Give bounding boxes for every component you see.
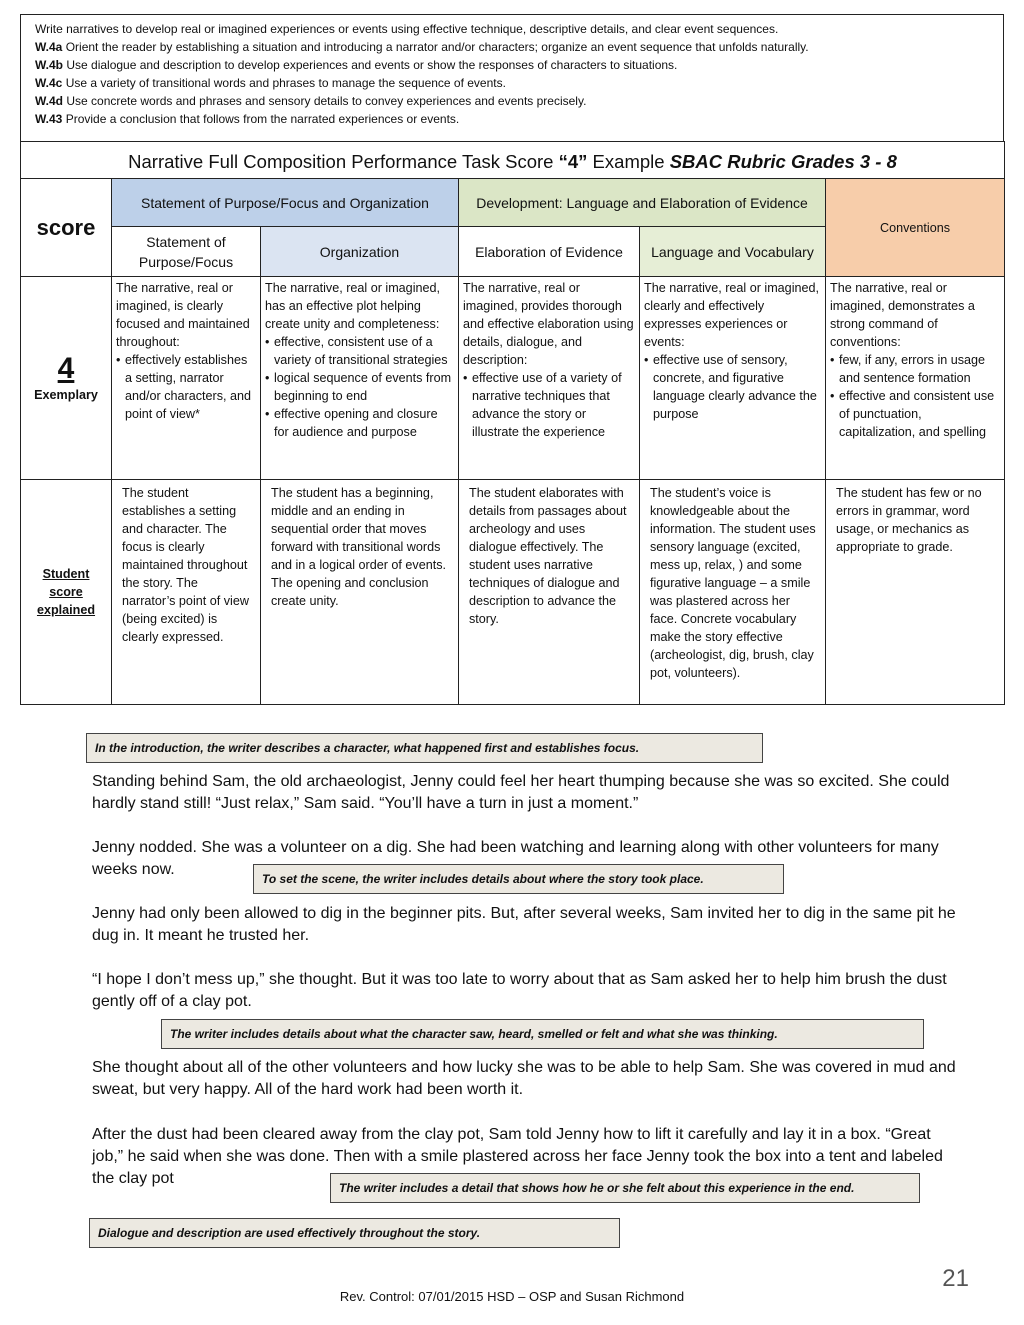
explained-organization: The student has a beginning, middle and an ending in sequential order that moves forward with transitional words and in a logical order of events. The opening and conclusion create unity. [261, 480, 459, 705]
language-subheader: Language and Vocabulary [640, 227, 826, 277]
bullet-list [644, 351, 822, 423]
story-paragraph: Jenny had only been allowed to dig in the beginner pits. But, after several weeks, Sam invited her to dig in the same pit he dug in. It meant he trusted her. [92, 905, 956, 944]
bullet-list [830, 351, 1001, 441]
score-4-cell [21, 277, 112, 480]
standard-item: W.4d Use concrete words and phrases and sensory details to convey experiences and events precisely. [35, 94, 587, 108]
elaboration-subheader: Elaboration of Evidence [459, 227, 640, 277]
callout-setting: To set the scene, the writer includes details about where the story took place. [253, 864, 784, 894]
list-item: • effective and consistent use of punctuation, capitalization, and spelling [830, 387, 1001, 441]
standards-intro: Write narratives to develop real or imagined experiences or events using effective technique, descriptive details, and clear event sequences. [35, 22, 779, 36]
rubric-title: Narrative Full Composition Performance Task Score “4” Example SBAC Rubric Grades 3 - 8 [21, 142, 1005, 179]
page-number: 21 [942, 1265, 969, 1292]
student-score-explained-label: Student score explained [21, 480, 112, 705]
story-paragraph: Standing behind Sam, the old archaeologist, Jenny could feel her heart thumping because she was so excited. She could hardly stand still! “Just relax,” Sam said. “You’ll have a turn in just a moment.” [92, 773, 950, 812]
score-value: 4 [57, 352, 75, 385]
standards-box [20, 14, 1004, 141]
list-item: • effective opening and closure for audience and purpose [265, 405, 455, 441]
bullet-list [116, 351, 257, 423]
callout-senses: The writer includes details about what the character saw, heard, smelled or felt and what she was thinking. [161, 1019, 924, 1049]
criteria-purpose: The narrative, real or imagined, is clearly focused and maintained throughout: • effectively establishes a setting, narrator and/or characters, and point of view* [112, 277, 261, 480]
purpose-organization-header: Statement of Purpose/Focus and Organization [112, 179, 459, 227]
score-label: Exemplary [34, 388, 98, 402]
rubric-table [20, 141, 1005, 705]
bullet-list [265, 333, 455, 441]
list-item: • effectively establishes a setting, narrator and/or characters, and point of view* [116, 351, 257, 423]
story-paragraph: Jenny nodded. She was a volunteer on a dig. She had been watching and learning along with other volunteers for many weeks now. [92, 839, 939, 878]
criteria-conventions: The narrative, real or imagined, demonstrates a strong command of conventions: • few, if any, errors in usage and sentence formation • effective and consistent use of punctuation, capitalization, and spelling [826, 277, 1005, 480]
callout-dialogue: Dialogue and description are used effectively throughout the story. [89, 1218, 620, 1248]
standard-item: W.4a Orient the reader by establishing a situation and introducing a narrator and/or characters; organize an event sequence that unfolds naturally. [35, 40, 809, 54]
callout-introduction: In the introduction, the writer describes a character, what happened first and establishes focus. [86, 733, 763, 763]
criteria-organization: The narrative, real or imagined, has an effective plot helping create unity and completeness: • effective, consistent use of a variety of transitional strategies • logical sequence of events from beginning to end • effective opening and closure for audience and purpose [261, 277, 459, 480]
organization-subheader: Organization [261, 227, 459, 277]
story-paragraph: “I hope I don’t mess up,” she thought. But it was too late to worry about that as Sam asked her to help him brush the dust gently off of a clay pot. [92, 971, 947, 1010]
story-paragraph: After the dust had been cleared away from the clay pot, Sam told Jenny how to lift it carefully and lay it in a box. “Great job,” he said when she was done. Then with a smile plastered across her face Jenny took the box into a tent and labeled the clay pot [92, 1126, 943, 1187]
explained-language: The student’s voice is knowledgeable about the information. The student uses sensory language (excited, mess up, relax, ) and some figurative language – a smile was plastered across her face. Concrete vocabulary make the story effective (archeologist, dig, brush, clay pot, volunteers). [640, 480, 826, 705]
list-item: • few, if any, errors in usage and sentence formation [830, 351, 1001, 387]
explained-conventions: The student has few or no errors in grammar, word usage, or mechanics as appropriate to grade. [826, 480, 1005, 705]
explained-elaboration: The student elaborates with details from passages about archeology and uses dialogue effectively. The student uses narrative techniques of dialogue and description to advance the story. [459, 480, 640, 705]
standard-item: W.43 Provide a conclusion that follows from the narrated experiences or events. [35, 112, 460, 126]
development-header: Development: Language and Elaboration of Evidence [459, 179, 826, 227]
list-item: • effective use of sensory, concrete, and figurative language clearly advance the purpose [644, 351, 822, 423]
standard-item: W.4c Use a variety of transitional words and phrases to manage the sequence of events. [35, 76, 506, 90]
bullet-list [463, 369, 636, 441]
explained-purpose: The student establishes a setting and character. The focus is clearly maintained throughout the story. The narrator’s point of view (being excited) is clearly expressed. [112, 480, 261, 705]
purpose-focus-subheader: Statement of Purpose/Focus [112, 227, 261, 277]
score-header: score [21, 179, 112, 277]
callout-ending: The writer includes a detail that shows how he or she felt about this experience in the end. [330, 1173, 920, 1203]
list-item: • logical sequence of events from beginning to end [265, 369, 455, 405]
footer-revision: Rev. Control: 07/01/2015 HSD – OSP and Susan Richmond [339, 1289, 685, 1304]
criteria-language: The narrative, real or imagined, clearly and effectively expresses experiences or events: • effective use of sensory, concrete, and figurative language clearly advance the purpose [640, 277, 826, 480]
list-item: • effective use of a variety of narrative techniques that advance the story or illustrate the experience [463, 369, 636, 441]
conventions-header: Conventions [826, 179, 1005, 277]
standard-item: W.4b Use dialogue and description to develop experiences and events or show the responses of characters to situations. [35, 58, 678, 72]
criteria-elaboration: The narrative, real or imagined, provides thorough and effective elaboration using details, dialogue, and description: • effective use of a variety of narrative techniques that advance the story or illustrate the experience [459, 277, 640, 480]
story-paragraph: She thought about all of the other volunteers and how lucky she was to be able to help Sam. She was covered in mud and sweat, but very happy. All of the hard work had been worth it. [92, 1059, 956, 1098]
list-item: • effective, consistent use of a variety of transitional strategies [265, 333, 455, 369]
